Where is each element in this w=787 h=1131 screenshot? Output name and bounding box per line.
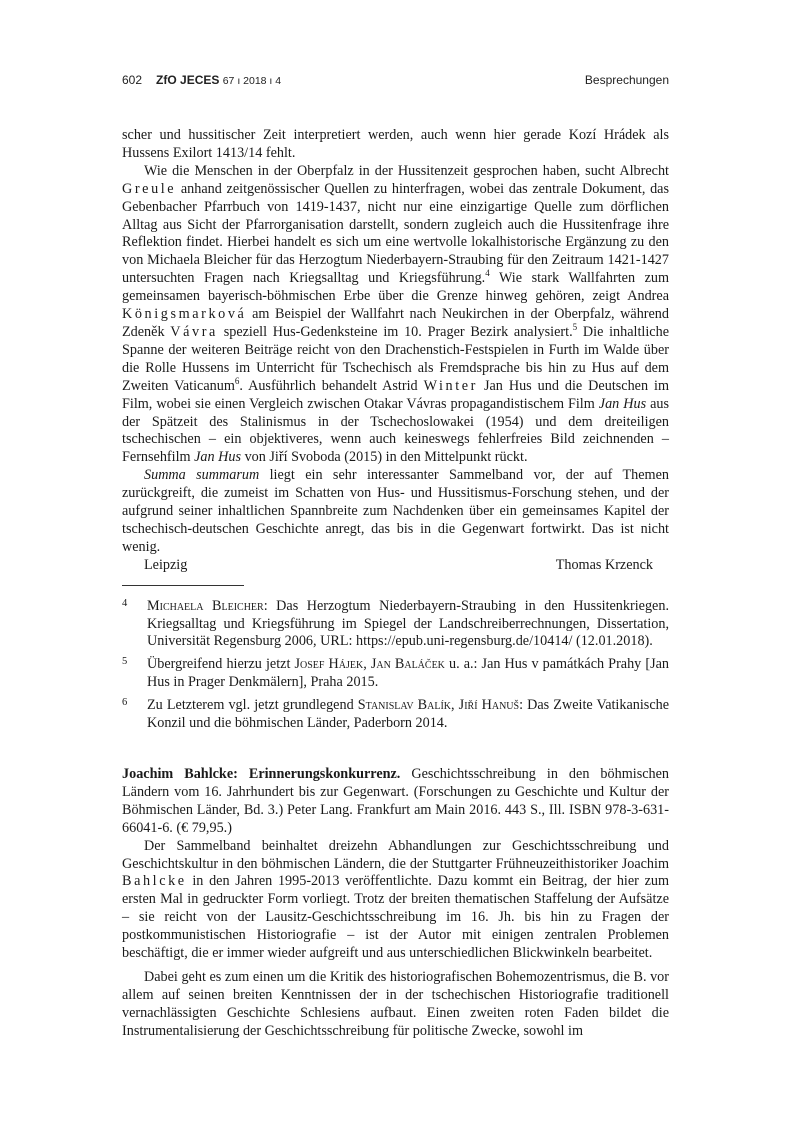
journal-name: ZfO [156, 73, 177, 87]
text: . Ausführlich behandelt Astrid [239, 377, 424, 394]
footnote-ref: 6 [234, 375, 240, 386]
footnote-ref: 4 [485, 268, 490, 279]
footnote-number: 6 [122, 697, 128, 709]
film-title: Jan Hus [598, 395, 647, 412]
text: Übergreifend hierzu jetzt [147, 656, 295, 673]
place: Leipzig [144, 556, 188, 573]
footnote-text [147, 598, 669, 652]
author-name-spaced: Königsmarková [122, 306, 247, 323]
text: Zu Letzterem vgl. jetzt grundlegend [147, 697, 358, 714]
review-heading: Joachim Bahlcke: Erinnerungskonkurrenz. [122, 766, 401, 782]
text: aus der Spätzeit des Stalinismus in der Tschechoslowakei (1954) und dem dreiteiligen tschechischen – ein objektiveres, wenn auch keineswegs fehlerfreies Bild zeichnenden – Fernsehfilm [122, 395, 669, 466]
text: , [363, 656, 371, 673]
text: : Das Zweite Vatikanische Konzil und die böhmischen Länder, Paderborn 2014. [147, 697, 670, 732]
text: am Beispiel der Wallfahrt nach Neukirchen in der Oberpfalz, während Zdeněk [122, 306, 669, 340]
bibliographic-info: Geschichtsschreibung in den böhmischen Ländern vom 16. Jahrhundert bis zur Gegenwart. (Forschungen zu Geschichte und Kultur der Böhmischen Länder, Bd. 3.) Peter Lang. Frankfurt am Main 2016. 443 S., Ill. ISBN 978-3-631-66041-6. (€ 79,95.) [122, 766, 669, 836]
text: Jan Hus und die Deutschen im Film, wobei sie einen Vergleich zwischen Otakar Vávras propagandistischem Film [122, 377, 669, 412]
paragraph [122, 467, 669, 557]
author-name-spaced: Winter [423, 377, 478, 394]
text: Wie die Menschen in der Oberpfalz in der Hussitenzeit gesprochen haben, sucht Albrecht [144, 162, 669, 179]
author-name: Jiří Hanuš [458, 697, 520, 714]
review-conclusion [122, 127, 669, 738]
footnote [122, 697, 669, 733]
reviewer-name: Thomas Krzenck [555, 556, 653, 573]
paragraph [122, 838, 669, 963]
paragraph: Dabei geht es zum einen um die Kritik des historiografischen Bohemozentrismus, die B. vor allem auf seinen breiten Kenntnissen der in der tschechischen Historiografie traditionell vernachlässigten Geschichte Schlesiens aufbaut. Einen zweiten roten Faden bildet die Instrumentalisierung der Geschichtsschreibung für politische Zwecke, sowohl im [122, 968, 669, 1039]
footnote-text [147, 656, 669, 692]
text: : Das Herzogtum Niederbayern-Straubing in den Hussitenkriegen. Kriegsalltag und Kriegsführung im Spiegel der Landschreiberrechnungen, Dissertation, Universität Regensburg 2006, URL: https://epub.uni-regensburg.de/10414/ (12.01.2018). [147, 597, 669, 650]
review-title [122, 766, 669, 838]
footnote-number: 5 [122, 656, 128, 668]
section-title: Besprechungen [584, 73, 669, 87]
volume-info: 67 ı 2018 ı 4 [222, 75, 282, 87]
new-review [122, 766, 669, 1041]
footnote-ref: 5 [572, 321, 578, 332]
journal-info [156, 73, 281, 87]
latin-phrase: Summa summarum [144, 467, 260, 484]
footnote-text [147, 697, 669, 733]
text: Der Sammelband beinhaltet dreizehn Abhandlungen zur Geschichtsschreibung und Geschichtskultur in den böhmischen Ländern, die der Stuttgarter Frühneuzeithistoriker Joachim [122, 837, 669, 872]
footnote-divider [122, 585, 244, 586]
footnote [122, 598, 669, 652]
page-number: 602 [122, 73, 143, 87]
running-header [122, 73, 669, 91]
text: speziell Hus-Gedenksteine im 10. Prager Bezirk analysiert. [217, 323, 573, 340]
film-title: Jan Hus [194, 449, 242, 466]
paragraph [122, 163, 669, 467]
text: u. a.: Jan Hus v památkách Prahy [Jan Hus in Prager Denkmälern], Praha 2015. [147, 656, 669, 691]
text: anhand zeitgenössischer Quellen zu hinterfragen, wobei das zentrale Dokument, das Gebenbacher Pfarrbuch von 1419-1437, nicht nur eine einzigartige Quelle zum dörflichen Alltag aus Sicht der Pfarrorganisation darstellt, sondern zugleich auch die Hussitenfrage ihre Reflektion findet. Hierbei handelt es sich um eine wertvolle lokalhistorische Ergänzung zu den von Michaela Bleicher für das Herzogtum Niederbayern-Straubing für den Zeitraum 1421-1427 untersuchten Fragen nach Kriegsalltag und Kriegsführung. [122, 180, 669, 287]
journal-abbr: JECES [180, 73, 220, 87]
author-name: Michaela Bleicher [147, 597, 264, 614]
author-name: Josef Hájek [294, 656, 364, 673]
author-name-spaced: Greule [122, 180, 177, 197]
text: , [451, 697, 459, 714]
footnote [122, 656, 669, 692]
signature-line [122, 557, 669, 575]
text: Wie stark Wallfahrten zum gemeinsamen bayerisch-böhmischen Erbe über die Grenze hinweg gehören, zeigt Andrea [122, 270, 669, 305]
text: von Jiří Svoboda (2015) in den Mittelpunkt rückt. [241, 449, 528, 466]
author-name: Jan Baláček [370, 656, 445, 673]
author-name-spaced: Bahlcke [122, 873, 187, 890]
author-name-spaced: Vávra [170, 323, 218, 340]
text: liegt ein sehr interessanter Sammelband vor, der auf Themen zurückgreift, die zumeist im Schatten von Hus- und Hussitismus-Forschung stehen, und der aufgrund seiner inhaltlichen Spannbreite zum Nachdenken über ein gemeinsames Kapitel der tschechisch-deutschen Geschichte anregt, das bis in die Gegenwart fortwirkt. Das ist nicht wenig. [122, 467, 669, 555]
paragraph-continued: scher und hussitischer Zeit interpretiert werden, auch wenn hier gerade Kozí Hrádek als Hussens Exilort 1413/14 fehlt. [122, 127, 669, 161]
text: in den Jahren 1995-2013 veröffentlichte. Dazu kommt ein Beitrag, der hier zum ersten Mal in gedruckter Form vorliegt. Trotz der breiten thematischen Staffelung der Aufsätze – sie reicht von der Lausitz-Geschichtsschreibung im 16. Jh. bis hin zu Fragen der postkommunistischen Historiografie – ist der Autor mit einigen zentralen Problemen beschäftigt, die er immer wieder aufgreift und aus unterschiedlichen Blickwinkeln bearbeitet. [122, 873, 669, 962]
footnote-number: 4 [122, 597, 128, 609]
text: Die inhaltliche Spanne der weiteren Beiträge reicht von den Drachenstich-Festspielen in Furth im Walde über die Rolle Hussens im Unterricht für Tschechisch als Fremdsprache bis hin zu Hus auf dem Zweiten Vaticanum [122, 323, 669, 394]
author-name: Stanislav Balík [357, 697, 452, 714]
